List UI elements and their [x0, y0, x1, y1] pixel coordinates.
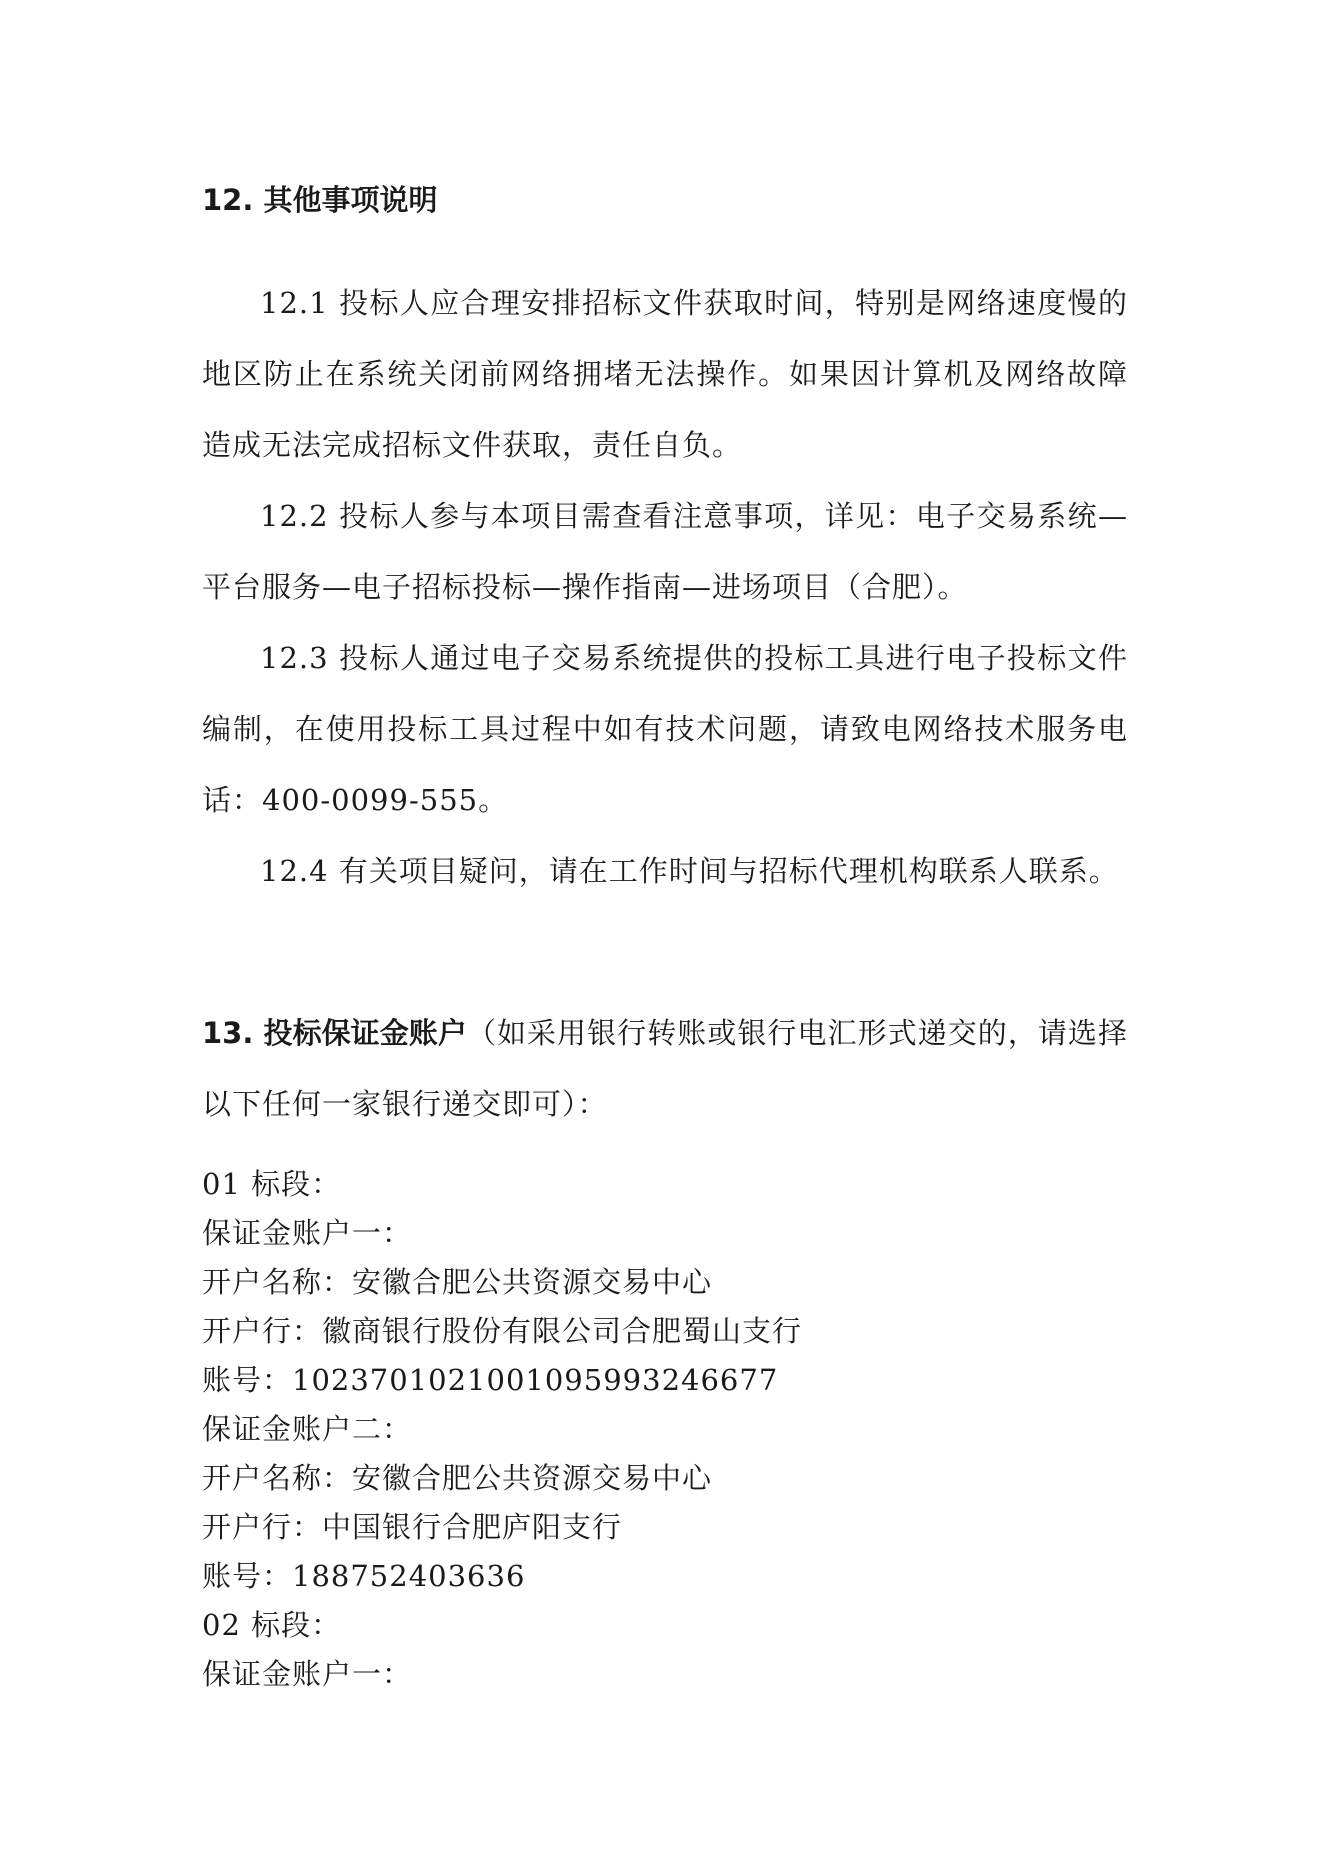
item-12-1: 12.1 投标人应合理安排招标文件获取时间，特别是网络速度慢的地区防止在系统关闭前网络拥堵无法操作。如果因计算机及网络故障造成无法完成招标文件获取，责任自负。	[202, 286, 1128, 462]
section-13-heading	[202, 998, 1128, 1140]
section-12-heading: 12. 其他事项说明	[202, 183, 438, 217]
section-13-title: 13. 投标保证金账户	[202, 1016, 467, 1050]
account-1-name: 开户名称：安徽合肥公共资源交易中心	[202, 1265, 713, 1299]
section-13-note: （如采用银行转账或银行电汇形式递交的，请选择以下任何一家银行递交即可）：	[202, 1016, 1128, 1121]
account-2-name: 开户名称：安徽合肥公共资源交易中心	[202, 1461, 713, 1495]
item-12-2: 12.2 投标人参与本项目需查看注意事项，详见：电子交易系统—平台服务—电子招标投标—操作指南—进场项目（合肥）。	[202, 499, 1128, 604]
item-12-4: 12.4 有关项目疑问，请在工作时间与招标代理机构联系人联系。	[260, 854, 1119, 888]
account-2-bank: 开户行：中国银行合肥庐阳支行	[202, 1510, 623, 1544]
item-12-3: 12.3 投标人通过电子交易系统提供的投标工具进行电子投标文件编制，在使用投标工具过程中如有技术问题，请致电网络技术服务电话：400-0099-555。	[202, 641, 1128, 817]
account-2-number: 账号：188752403636	[202, 1559, 526, 1593]
account-1-label: 保证金账户一：	[202, 1216, 413, 1250]
account-1-bank: 开户行：徽商银行股份有限公司合肥蜀山支行	[202, 1314, 803, 1348]
lot-02-label: 02 标段：	[202, 1608, 342, 1642]
account-2-label: 保证金账户二：	[202, 1412, 413, 1446]
lot-02-account-1-label: 保证金账户一：	[202, 1657, 413, 1691]
account-1-number: 账号：1023701021001095993246677	[202, 1363, 779, 1397]
lot-01-label: 01 标段：	[202, 1167, 342, 1201]
